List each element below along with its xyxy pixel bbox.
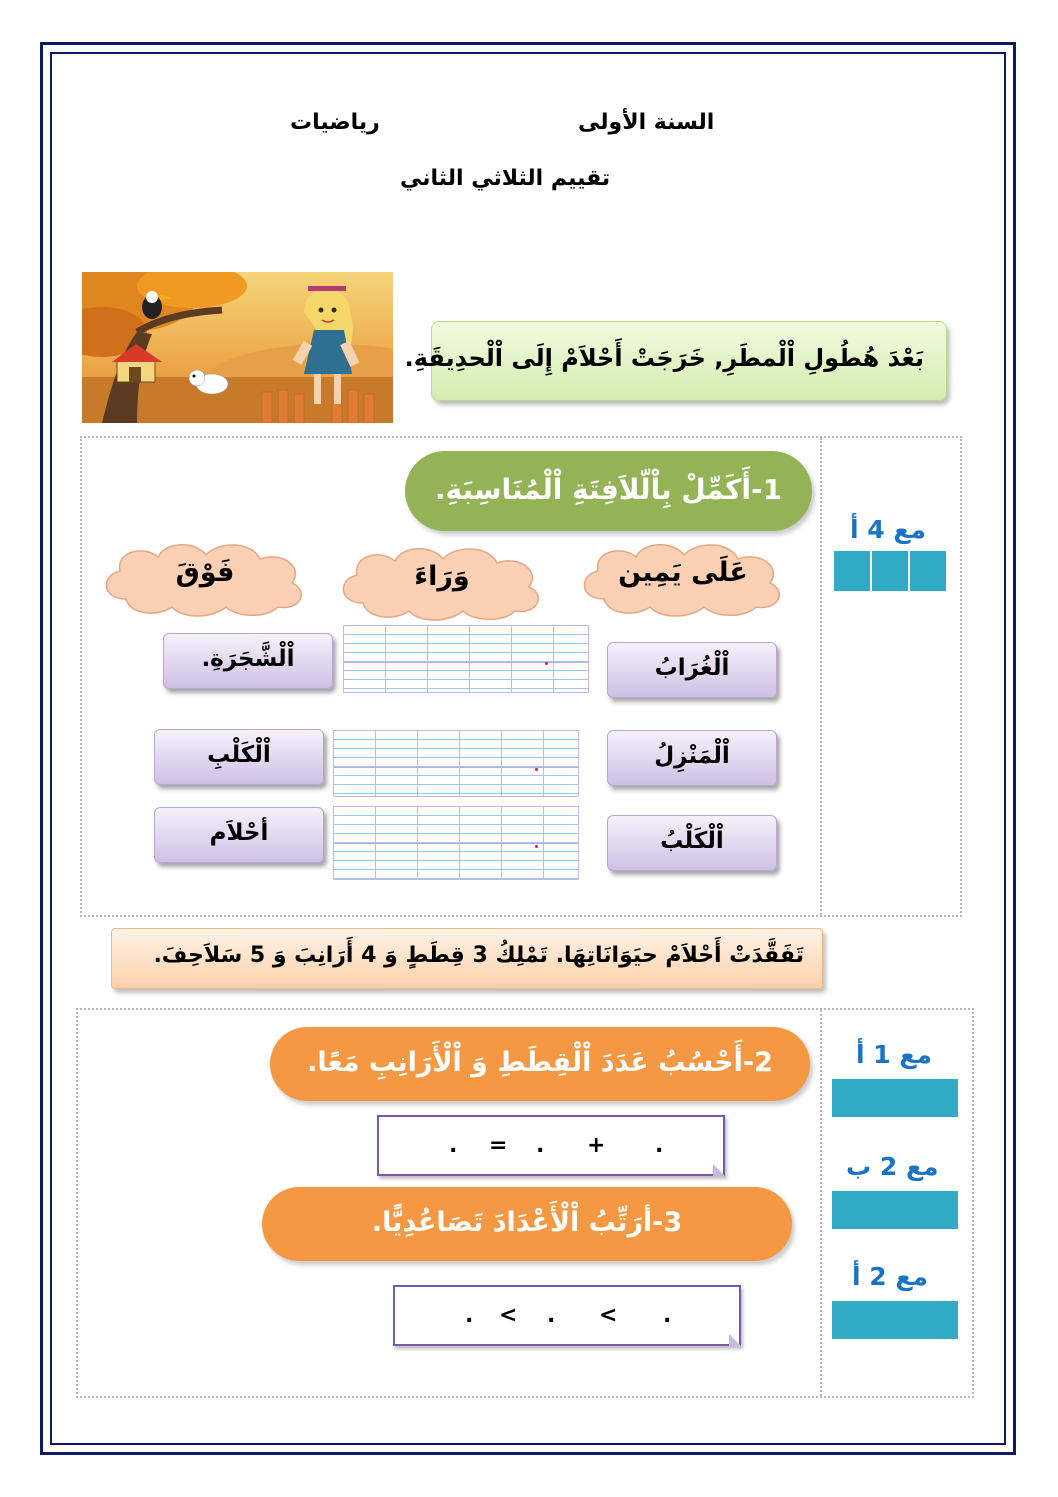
context-text: تَفَقَّدَتْ أَحْلاَمْ حيَوَانَاتِهَا. تَمْلِكُ 3 قِطَطٍ وَ 4 أَرَانِبَ وَ 5 سَلاَحِفَ.	[153, 943, 804, 968]
option-label: عَلَى يَمِين	[618, 557, 748, 588]
ordering-slot: .	[663, 1303, 672, 1328]
exercise1-score-cells	[834, 551, 946, 591]
intro-banner	[404, 321, 947, 401]
row2-object-label: اْلْكَلْبِ	[154, 729, 324, 785]
header-title: تقييم الثلاثي الثاني	[400, 166, 611, 191]
page-fold-corner	[713, 1164, 725, 1176]
exercise3-criterion-b: مع 2 ب	[846, 1152, 939, 1181]
exercise2-instruction-pill	[270, 1027, 810, 1101]
exercise23-divider	[820, 1010, 822, 1396]
equation-slot: .	[449, 1133, 458, 1158]
less-than-sign: <	[499, 1303, 518, 1328]
context-banner	[111, 928, 823, 989]
row1-object-label: اْلْشَّجَرَةِ.	[163, 633, 333, 689]
equation-slot: .	[655, 1133, 664, 1158]
exercise1-criterion: مع 4 أ	[850, 515, 926, 544]
ordering-slot: .	[465, 1303, 474, 1328]
row3-subject-label: اْلْكَلْبُ	[607, 815, 777, 871]
equation-slot: .	[536, 1133, 545, 1158]
exercise3-instruction: 3-أرَتِّبُ اْلْأَعْدَادَ تَصَاعُدِيًّا.	[371, 1207, 683, 1238]
row1-subject-label: اْلْغُرَابُ	[607, 642, 777, 698]
row3-answer-lines[interactable]	[333, 806, 579, 880]
plus-sign: +	[587, 1133, 606, 1158]
exercise3-score-box-a	[832, 1301, 958, 1339]
exercise2-score-box	[832, 1079, 958, 1117]
ordering-slot: .	[547, 1303, 556, 1328]
exercise1-instruction: 1-أَكَمِّلْ بِاْلّلاَفِتَةِ اْلْمُنَاسِبَةِ.	[434, 473, 783, 506]
option-label: وَرَاءَ	[414, 561, 470, 592]
row3-object-label: أحْلاَم	[154, 807, 324, 863]
exercise3-instruction-pill	[262, 1187, 792, 1261]
option-cloud-right-of[interactable]	[574, 537, 792, 619]
row1-answer-lines[interactable]	[343, 625, 589, 693]
option-cloud-behind[interactable]	[333, 541, 551, 623]
exercise3-score-box-b	[832, 1191, 958, 1229]
header-level: السنة الأولى	[578, 110, 715, 135]
exercise2-criterion: مع 1 أ	[856, 1040, 932, 1069]
option-cloud-above[interactable]	[96, 537, 314, 619]
row2-answer-lines[interactable]	[333, 730, 579, 797]
exercise1-divider	[820, 438, 822, 915]
ordering-box[interactable]	[393, 1285, 741, 1346]
option-label: فَوْقَ	[175, 557, 235, 588]
row2-subject-label: اْلْمَنْزِلُ	[607, 730, 777, 786]
garden-illustration	[82, 272, 393, 423]
page-fold-corner	[729, 1334, 741, 1346]
equals-sign: =	[489, 1133, 508, 1158]
exercise3-criterion-a: مع 2 أ	[852, 1262, 928, 1291]
less-than-sign: <	[599, 1303, 618, 1328]
intro-text: بَعْدَ هُطُولِ اْلْمطَرِ, خَرَجَتْ أَحْلاَمْ إِلَى اْلْحدِيقَةِ.	[404, 344, 924, 372]
exercise2-instruction: 2-أَحْسُبُ عَدَدَ اْلْقِطَطِ وَ اْلْأَرَانِبِ مَعًا.	[307, 1047, 773, 1078]
header-subject: رياضيات	[290, 110, 380, 135]
exercise1-instruction-pill	[405, 451, 812, 531]
addition-equation-box[interactable]	[377, 1115, 725, 1176]
